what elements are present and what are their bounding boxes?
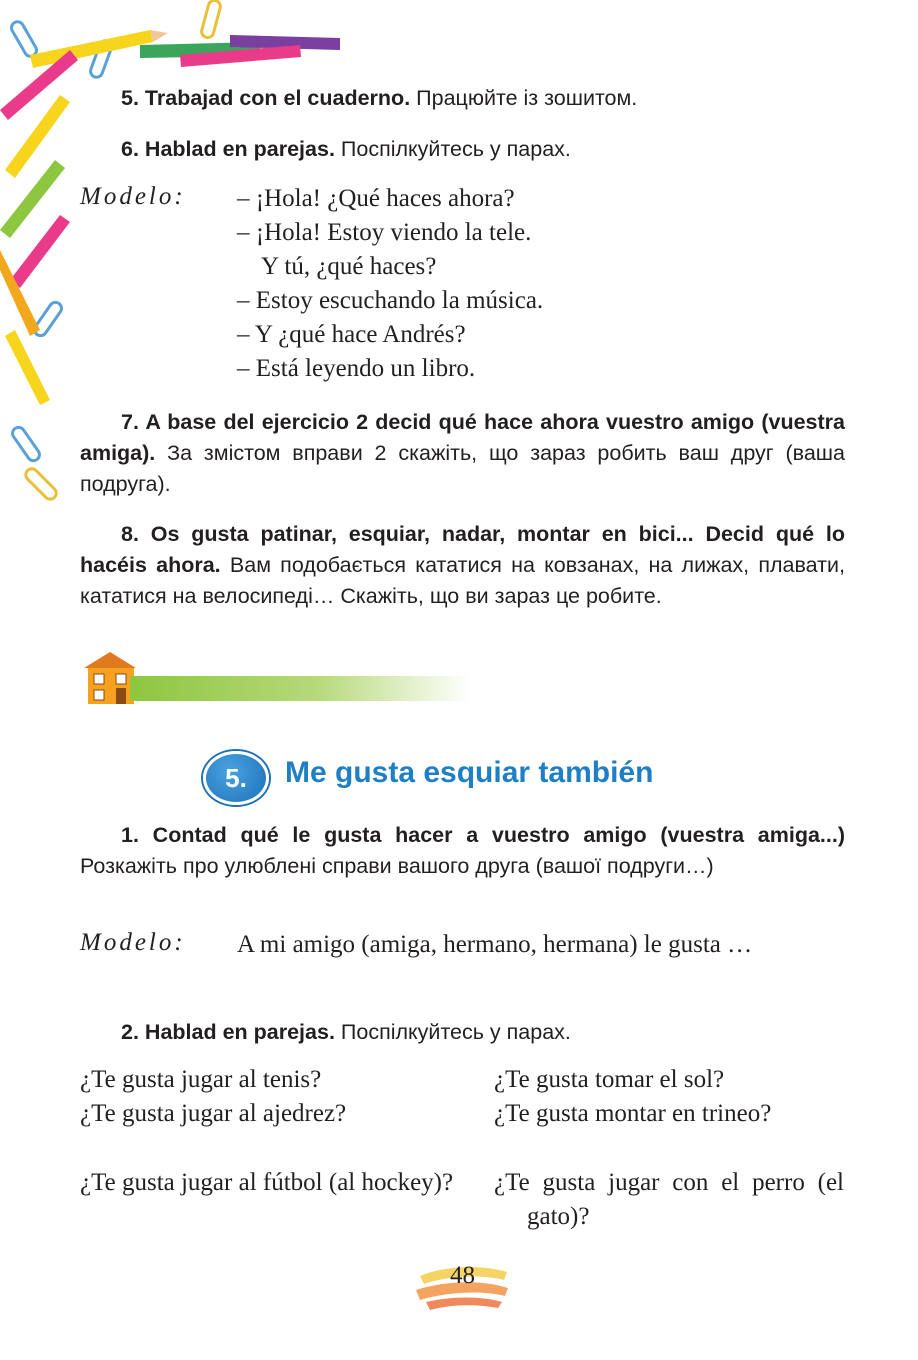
exercise-6 [121,134,571,165]
question-item: ¿Te gusta jugar al tenis? [80,1066,322,1093]
exercise-6-instruction-es: Hablad en parejas. [144,137,335,161]
dialogue-line: – Estoy escuchando la música. [237,287,544,314]
exercise-5-instruction-es: Trabajad con el cuaderno. [144,86,411,110]
exercise-7 [80,407,845,500]
exercise-8-instruction-uk: Вам подобається кататися на ковзанах, на лижах, плавати, кататися на велосипеді… Скажіть, що ви зараз це робите. [80,553,845,608]
lesson-exercise-2-instruction-es: Hablad en parejas. [144,1020,335,1044]
question-item: ¿Te gusta jugar con el perro (el gato)? [494,1169,844,1230]
lesson-exercise-1 [80,820,845,882]
exercise-6-number: 6. [121,137,139,161]
dialogue-line: – Y ¿qué hace Andrés? [237,321,466,348]
lesson-exercise-2 [121,1017,571,1048]
modelo-example: A mi amigo (amiga, hermano, hermana) le gusta … [237,931,753,958]
exercise-6-instruction-uk: Поспілкуйтесь у парах. [340,137,571,161]
page-number: 48 [450,1262,475,1289]
exercise-7-instruction-es: 7. A base del ejercicio 2 decid qué hace ahora vuestro amigo (vuestra amiga). [80,410,845,465]
dialogue-line: – ¡Hola! Estoy viendo la tele. [237,219,532,246]
lesson-number-badge: 5. [203,751,269,805]
lesson-exercise-1-instruction-es: 1. Contad qué le gusta hacer a vuestro amigo (vuestra amiga...) [121,823,845,847]
lesson-exercise-2-number: 2. [121,1020,139,1044]
exercise-8 [80,519,845,612]
paperclip-icon [9,20,113,463]
lesson-title: Me gusta esquiar también [285,756,654,789]
dialogue-line: – Está leyendo un libro. [237,355,476,382]
exercise-5-instruction-uk: Працюйте із зошитом. [416,86,638,110]
dialogue-line: Y tú, ¿qué haces? [261,253,437,280]
question-item: ¿Te gusta tomar el sol? [494,1066,725,1093]
modelo-label: Modelo: [80,183,186,210]
lesson-exercise-2-instruction-uk: Поспілкуйтесь у парах. [340,1020,571,1044]
dialogue-line: – ¡Hola! ¿Qué haces ahora? [237,185,515,212]
exercise-8-instruction-es: 8. Os gusta patinar, esquiar, nadar, montar en bici... Decid qué lo hacéis ahora. [80,522,845,577]
section-divider [130,676,470,701]
modelo-label: Modelo: [80,929,186,956]
exercise-7-instruction-uk: За змістом вправи 2 скажіть, що зараз робить ваш друг (ваша подруга). [80,441,845,496]
exercise-5-number: 5. [121,86,139,110]
lesson-exercise-1-instruction-uk: Розкажіть про улюблені справи вашого друга (вашої подруги…) [80,854,714,878]
question-item: ¿Te gusta jugar al fútbol (al hockey)? [80,1169,454,1196]
question-item: ¿Te gusta montar en trineo? [494,1100,772,1127]
exercise-5 [121,83,637,114]
question-item: ¿Te gusta jugar al ajedrez? [80,1100,347,1127]
